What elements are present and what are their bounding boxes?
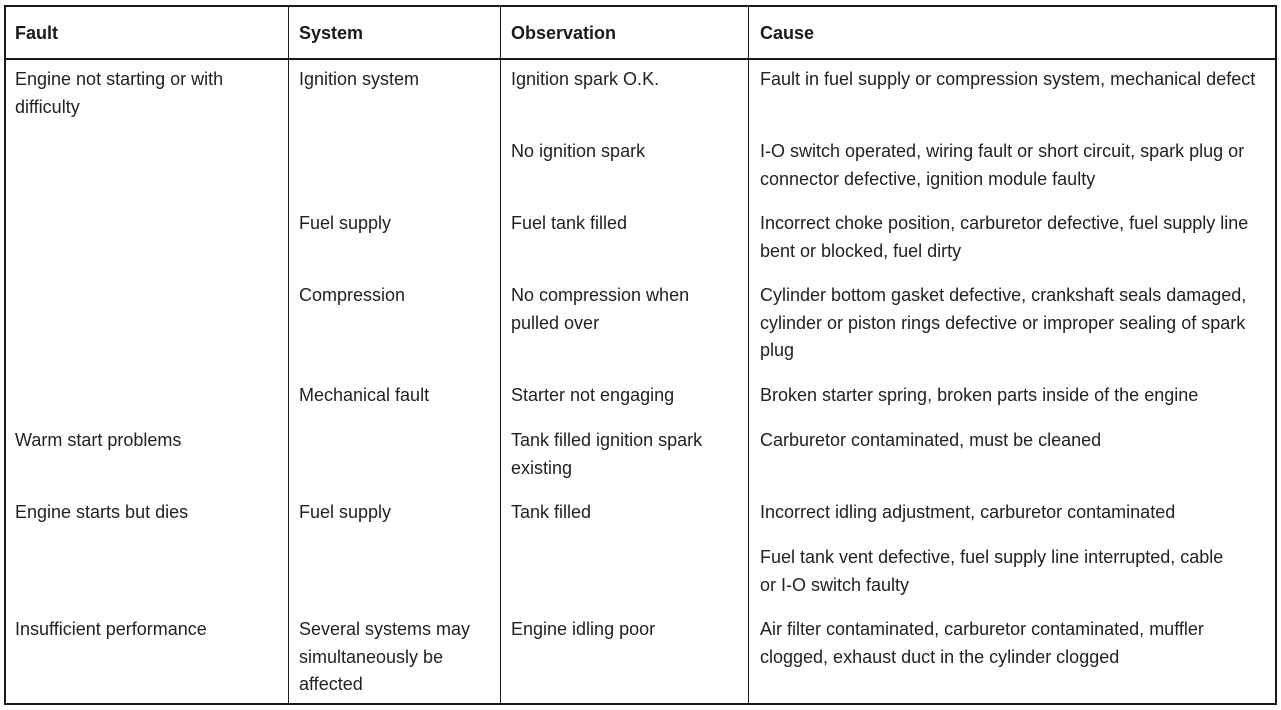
column-divider bbox=[500, 7, 501, 703]
cause-cell: Incorrect idling adjustment, carburetor contaminated bbox=[760, 502, 1176, 522]
cause-cell: Broken starter spring, broken parts inside of the engine bbox=[760, 385, 1199, 405]
cause-cell: Carburetor contaminated, must be cleaned bbox=[760, 430, 1102, 450]
troubleshooting-table bbox=[4, 5, 1277, 705]
cause-cell: I-O switch operated, wiring fault or short circuit, spark plug or connector defective, ignition module faulty bbox=[760, 141, 1245, 189]
column-divider bbox=[748, 7, 749, 703]
fault-cell: Insufficient performance bbox=[15, 619, 207, 639]
header-cause: Cause bbox=[760, 23, 815, 43]
observation-cell: Starter not engaging bbox=[511, 385, 675, 405]
header-observation: Observation bbox=[511, 23, 617, 43]
observation-cell: Tank filled bbox=[511, 502, 592, 522]
system-cell: Ignition system bbox=[299, 69, 420, 89]
fault-cell: Warm start problems bbox=[15, 430, 182, 450]
observation-cell: Ignition spark O.K. bbox=[511, 69, 660, 89]
observation-cell: No ignition spark bbox=[511, 141, 646, 161]
observation-cell: Engine idling poor bbox=[511, 619, 656, 639]
system-cell: Several systems may simultaneously be affected bbox=[299, 619, 471, 694]
system-cell: Fuel supply bbox=[299, 502, 392, 522]
observation-cell: Tank filled ignition spark existing bbox=[511, 430, 703, 478]
observation-cell: No compression when pulled over bbox=[511, 285, 690, 333]
header-fault: Fault bbox=[15, 23, 58, 43]
cause-cell: Air filter contaminated, carburetor contaminated, muffler clogged, exhaust duct in the cylinder clogged bbox=[760, 619, 1204, 667]
cause-cell: Cylinder bottom gasket defective, crankshaft seals damaged, cylinder or piston rings defective or improper sealing of spark plug bbox=[760, 285, 1247, 360]
system-cell: Compression bbox=[299, 285, 406, 305]
column-divider bbox=[288, 7, 289, 703]
fault-cell: Engine not starting or with difficulty bbox=[15, 69, 224, 117]
header-divider bbox=[6, 58, 1275, 60]
cause-cell: Incorrect choke position, carburetor defective, fuel supply line bent or blocked, fuel dirty bbox=[760, 213, 1249, 261]
cause-cell: Fuel tank vent defective, fuel supply line interrupted, cable or I-O switch faulty bbox=[760, 547, 1224, 595]
system-cell: Fuel supply bbox=[299, 213, 392, 233]
cause-cell: Fault in fuel supply or compression system, mechanical defect bbox=[760, 69, 1256, 89]
header-system: System bbox=[299, 23, 364, 43]
observation-cell: Fuel tank filled bbox=[511, 213, 628, 233]
fault-cell: Engine starts but dies bbox=[15, 502, 189, 522]
system-cell: Mechanical fault bbox=[299, 385, 430, 405]
